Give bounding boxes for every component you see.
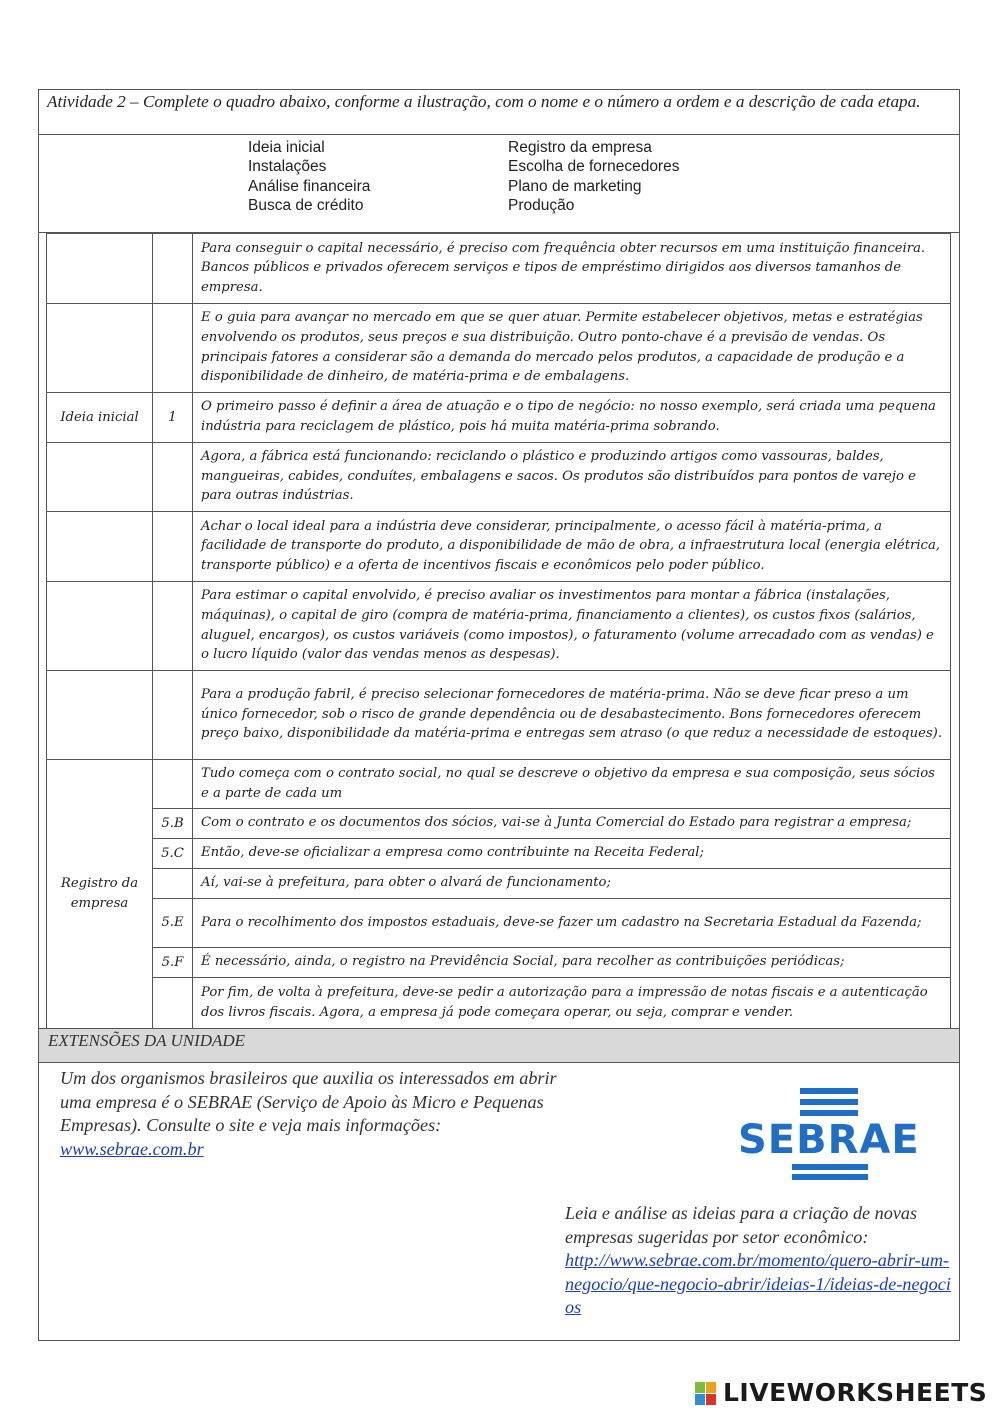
step-description: Para a produção fabril, é preciso selecionar fornecedores de matéria-prima. Não se deve ficar preso a um único fornecedor, sob o risco de grande dependência ou de desabastecimento. Bons fornecedores oferecem preço baixo, disponibilidade da matéria-prima e entregas sem atraso (o que reduz a necessidade de estoques). [193,671,951,760]
substep-description: Com o contrato e os documentos dos sócios, vai-se à Junta Comercial do Estado para registrar a empresa; [193,809,951,839]
table-row [47,234,951,304]
activity-title-text: Atividade 2 – Complete o quadro abaixo, conforme a ilustração, com o nome e o número a ordem e a descrição de cada etapa. [47,92,921,111]
substep-number: 5.F [153,948,193,978]
liveworksheets-icon [695,1382,717,1406]
registro-name: Registro da empresa [47,760,153,1029]
table-row [47,869,951,899]
step-name-field[interactable] [47,512,153,582]
table-row [47,899,951,948]
substep-description: Tudo começa com o contrato social, no qual se descreve o objetivo da empresa e sua composição, seus sócios e a parte de cada um [193,760,951,809]
extensions-text [60,1067,560,1161]
ideas-link[interactable]: http://www.sebrae.com.br/momento/quero-abrir-um-negocio/que-negocio-abrir/ideias-1/ideias-de-negocios [565,1250,951,1317]
logo-bar [792,1174,868,1180]
substep-number: 5.B [153,809,193,839]
liveworksheets-text: LIVEWORKSHEETS [723,1378,988,1407]
step-number-field[interactable]: 1 [153,393,193,443]
sebrae-link[interactable]: www.sebrae.com.br [60,1138,204,1159]
extensions-header [39,1028,959,1063]
table-row [47,443,951,512]
table-row [47,393,951,443]
table-row [47,671,951,760]
activity-title [38,89,960,135]
extensions-paragraph: Um dos organismos brasileiros que auxilia os interessados em abrir uma empresa é o SEBRAE (Serviço de Apoio às Micro e Pequenas Empresas). Consulte o site e veja mais informações: [60,1068,557,1135]
substep-number-field[interactable] [153,760,193,809]
substep-description: Para o recolhimento dos impostos estaduais, deve-se fazer um cadastro na Secretaria Estadual da Fazenda; [193,899,951,948]
step-description: E o guia para avançar no mercado em que se quer atuar. Permite estabelecer objetivos, metas e estratégias envolvendo os produtos, seus preços e sua distribuição. Outro ponto-chave é a previsão de vendas. Os principais fatores a considerar são a demanda do mercado pelos produtos, a capacidade de produção e a disponibilidade de dinheiro, de matéria-prima e de embalagens. [193,304,951,393]
step-name-field[interactable] [47,234,153,304]
step-number-field[interactable] [153,671,193,760]
step-description: O primeiro passo é definir a área de atuação e o tipo de negócio: no nosso exemplo, será criada uma pequena indústria para reciclagem de plástico, pois há muita matéria-prima sobrando. [193,393,951,443]
step-description: Agora, a fábrica está funcionando: reciclando o plástico e produzindo artigos como vassouras, baldes, mangueiras, cabides, conduítes, embalagens e sacos. Os produtos são distribuídos para pontos de varejo e para outras indústrias. [193,443,951,512]
substep-description: Por fim, de volta à prefeitura, deve-se pedir a autorização para a impressão de notas fiscais e a autenticação dos livros fiscais. Agora, a empresa já pode começara operar, ou seja, comprar e vender. [193,978,951,1029]
word-bank-item: Ideia inicial [248,139,325,156]
step-number-field[interactable] [153,443,193,512]
step-number-field[interactable] [153,582,193,671]
table-row [47,760,951,809]
word-bank [38,135,960,233]
word-bank-item: Escolha de fornecedores [508,158,680,176]
table-row [47,978,951,1029]
table-row [47,809,951,839]
extensions-header-text: EXTENSÕES DA UNIDADE [48,1031,246,1050]
table-row [47,512,951,582]
word-bank-item: Registro da empresa [508,139,652,156]
substep-number: 5.E [153,899,193,948]
word-bank-item: Produção [508,196,575,214]
liveworksheets-logo [695,1378,995,1408]
steps-table [46,233,951,1029]
step-description: Achar o local ideal para a indústria deve considerar, principalmente, o acesso fácil à matéria-prima, a facilidade de transporte do produto, a disponibilidade de mão de obra, a infraestrutura local (energia elétrica, transporte público) e a oferta de incentivos fiscais e econômicos pelo poder público. [193,512,951,582]
word-bank-item: Instalações [248,158,327,176]
logo-bar [800,1088,858,1094]
step-number-field[interactable] [153,512,193,582]
substep-number-field[interactable] [153,978,193,1029]
step-name-field[interactable]: Ideia inicial [47,393,153,443]
substep-number: 5.C [153,839,193,869]
table-row [47,582,951,671]
step-name-field[interactable] [47,582,153,671]
sebrae-logo [738,1088,920,1178]
step-description: Para estimar o capital envolvido, é preciso avaliar os investimentos para montar a fábrica (instalações, máquinas), o capital de giro (compra de matéria-prima, financiamento a clientes), os custos fixos (salários, aluguel, encargos), os custos variáveis (como impostos), o faturamento (volume arrecadado com as vendas) e o lucro líquido (valor das vendas menos as despesas). [193,582,951,671]
table-row [47,948,951,978]
step-name-field[interactable] [47,671,153,760]
substep-number-field[interactable] [153,869,193,899]
word-bank-right [508,138,679,215]
word-bank-item: Busca de crédito [248,196,364,214]
step-description: Para conseguir o capital necessário, é preciso com frequência obter recursos em uma instituição financeira. Bancos públicos e privados oferecem serviços e tipos de empréstimo dirigidos aos diversos tamanhos de empresa. [193,234,951,304]
logo-bar [800,1099,858,1105]
ideas-paragraph: Leia e análise as ideias para a criação de novas empresas sugeridas por setor econômico: [565,1203,918,1247]
step-number-field[interactable] [153,304,193,393]
logo-bar [800,1110,858,1116]
word-bank-item: Plano de marketing [508,177,642,195]
substep-description: É necessário, ainda, o registro na Previdência Social, para recolher as contribuições periódicas; [193,948,951,978]
word-bank-item: Análise financeira [248,177,371,195]
logo-bar [792,1164,868,1170]
table-row [47,839,951,869]
sebrae-logo-text: SEBRAE [738,1117,920,1163]
extensions-ideas [565,1202,955,1320]
word-bank-left [248,138,370,215]
substep-description: Então, deve-se oficializar a empresa como contribuinte na Receita Federal; [193,839,951,869]
table-row [47,304,951,393]
step-name-field[interactable] [47,304,153,393]
substep-description: Aí, vai-se à prefeitura, para obter o alvará de funcionamento; [193,869,951,899]
step-name-field[interactable] [47,443,153,512]
step-number-field[interactable] [153,234,193,304]
